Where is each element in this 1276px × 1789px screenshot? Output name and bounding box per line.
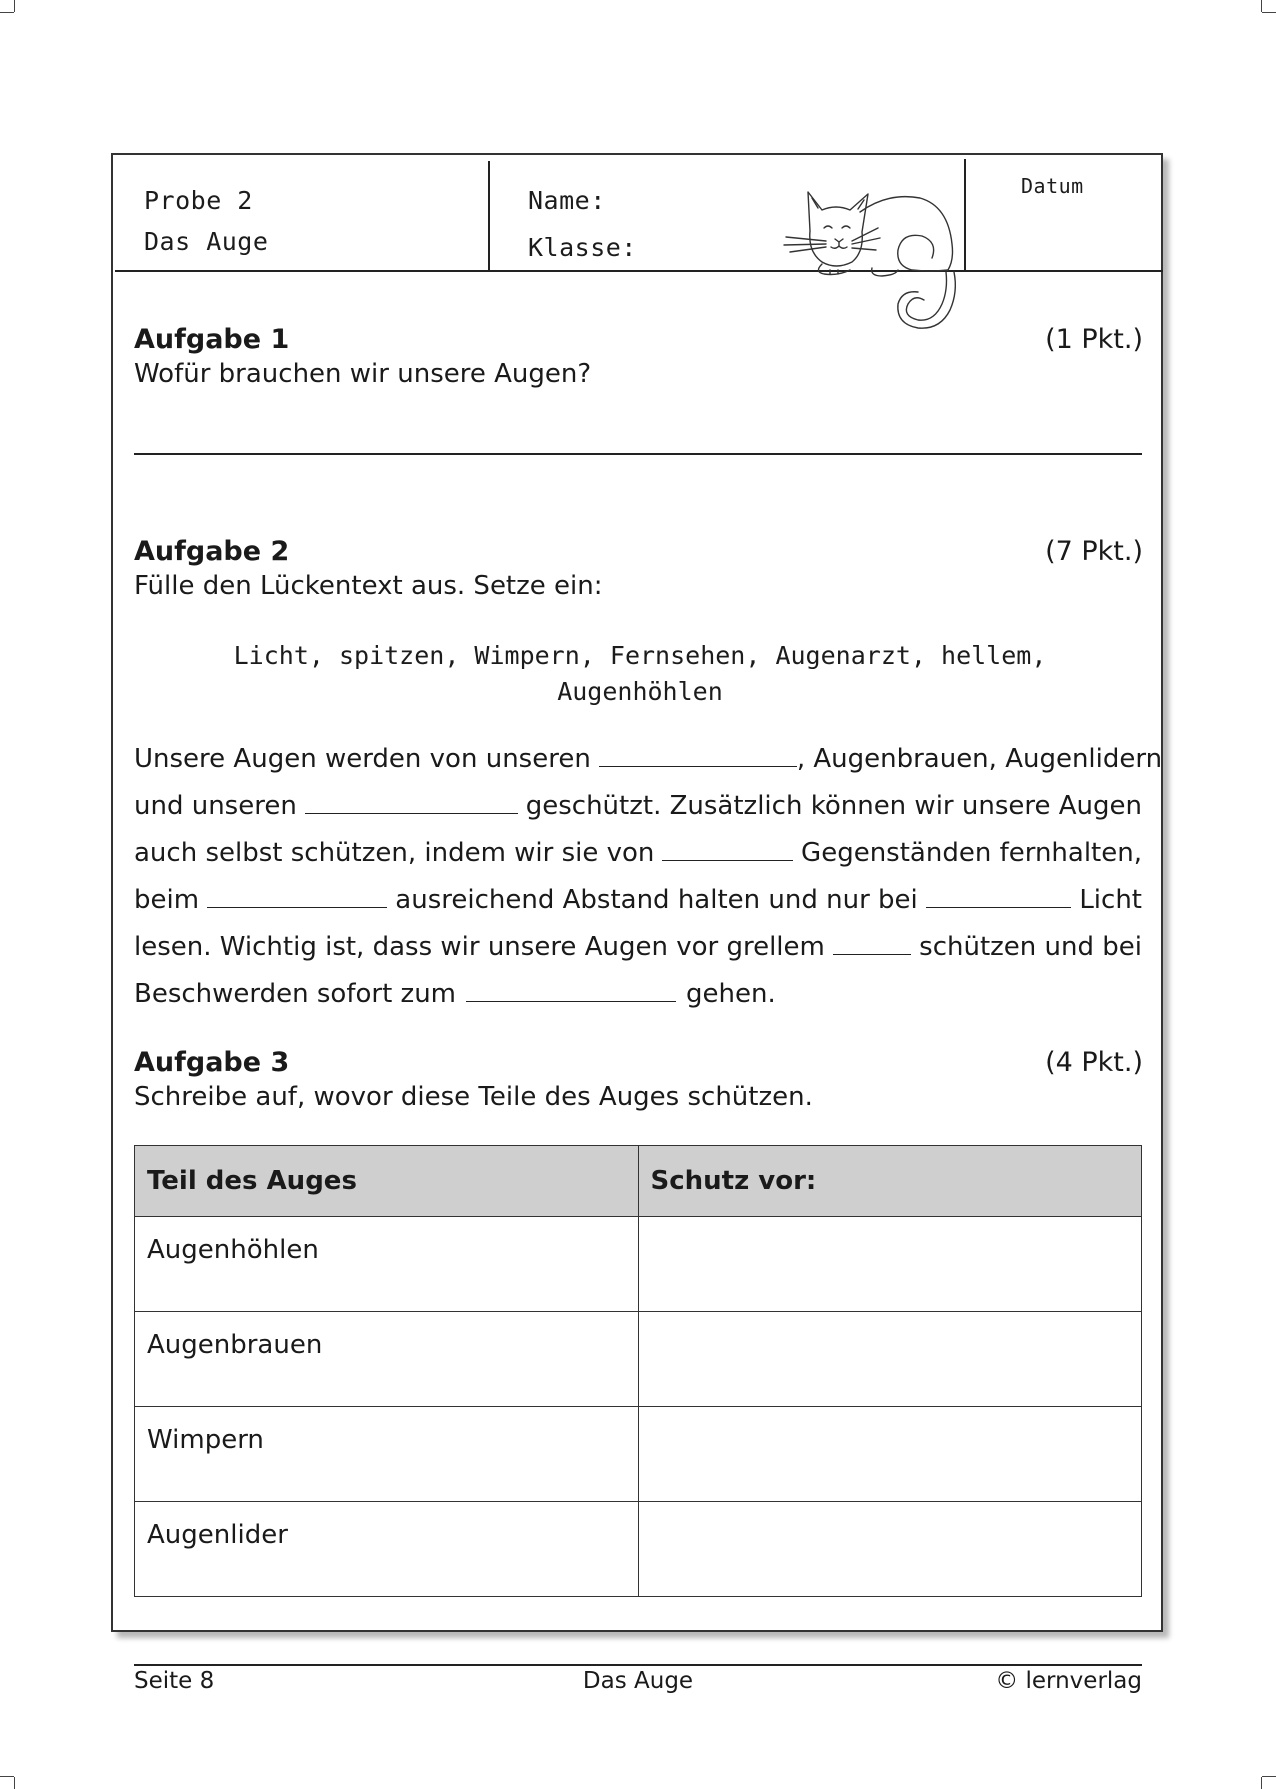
answer-cell[interactable] <box>638 1407 1142 1502</box>
cloze-text-segment: ausreichend Abstand halten und nur bei <box>395 885 918 915</box>
crop-mark <box>1262 1776 1276 1777</box>
column-header-part: Teil des Auges <box>135 1146 639 1217</box>
eye-part-cell: Wimpern <box>135 1407 639 1502</box>
crop-mark <box>1262 12 1276 13</box>
crop-mark <box>14 0 15 12</box>
word-bank <box>140 638 1140 710</box>
crop-mark <box>1261 0 1262 12</box>
cloze-text-segment: und unseren <box>134 791 297 821</box>
column-header-protection: Schutz vor: <box>638 1146 1142 1217</box>
footer-publisher: © lernverlag <box>995 1668 1142 1694</box>
cloze-row <box>134 877 1142 924</box>
task-2-points: (7 Pkt.) <box>1045 536 1143 567</box>
answer-cell[interactable] <box>638 1502 1142 1597</box>
cloze-gap[interactable] <box>466 979 676 1002</box>
cloze-text-segment: geschützt. Zusätzlich können wir unsere Augen <box>525 791 1142 821</box>
crop-mark <box>1261 1777 1262 1789</box>
cloze-row <box>134 830 1142 877</box>
footer-divider <box>134 1664 1142 1666</box>
cloze-gap[interactable] <box>305 791 518 814</box>
cloze-gap[interactable] <box>207 885 387 908</box>
cloze-text-segment: Gegenständen fernhalten, <box>801 838 1142 868</box>
crop-mark <box>0 1776 14 1777</box>
eye-parts-table <box>134 1145 1142 1597</box>
eye-part-cell: Augenbrauen <box>135 1312 639 1407</box>
task-1-question: Wofür brauchen wir unsere Augen? <box>134 359 592 389</box>
cloze-text-segment: Beschwerden sofort zum <box>134 979 457 1009</box>
cloze-gap[interactable] <box>926 885 1072 908</box>
cloze-gap[interactable] <box>833 932 911 955</box>
table-header-row <box>135 1146 1142 1217</box>
cloze-row <box>134 783 1142 830</box>
cloze-text-segment: beim <box>134 885 200 915</box>
cloze-text-segment: , Augenbrauen, Augenlidern <box>796 744 1163 774</box>
klasse-label: Klasse: <box>528 233 637 262</box>
header-separator <box>964 159 966 271</box>
task-1-title: Aufgabe 1 <box>134 324 290 355</box>
cloze-gap[interactable] <box>599 744 797 767</box>
word-bank-line-1: Licht, spitzen, Wimpern, Fernsehen, Augenarzt, hellem, <box>233 641 1047 670</box>
eye-part-cell: Augenlider <box>135 1502 639 1597</box>
cloze-gap[interactable] <box>662 838 793 861</box>
task-2-title: Aufgabe 2 <box>134 536 290 567</box>
cat-illustration <box>780 186 960 332</box>
word-bank-line-2: Augenhöhlen <box>557 677 723 706</box>
task-3-points: (4 Pkt.) <box>1045 1047 1143 1078</box>
cloze-row <box>134 736 1163 783</box>
header-divider <box>115 270 1163 272</box>
cloze-text-segment: Licht <box>1079 885 1142 915</box>
datum-label: Datum <box>1021 174 1084 198</box>
table-row <box>135 1407 1142 1502</box>
task-2-instruction: Fülle den Lückentext aus. Setze ein: <box>134 571 603 601</box>
task-3-title: Aufgabe 3 <box>134 1047 290 1078</box>
cloze-text-segment: lesen. Wichtig ist, dass wir unsere Augen vor grellem <box>134 932 825 962</box>
cloze-text-segment: auch selbst schützen, indem wir sie von <box>134 838 655 868</box>
answer-cell[interactable] <box>638 1312 1142 1407</box>
footer-page-number: Seite 8 <box>134 1668 215 1694</box>
cloze-text <box>134 736 1163 1018</box>
crop-mark <box>14 1777 15 1789</box>
task-1-points: (1 Pkt.) <box>1045 324 1143 355</box>
table-row <box>135 1502 1142 1597</box>
cloze-text-segment: schützen und bei <box>919 932 1142 962</box>
footer-title: Das Auge <box>582 1668 694 1694</box>
cloze-text-segment: Unsere Augen werden von unseren <box>134 744 591 774</box>
header-separator <box>488 161 490 271</box>
task-1-answer-line[interactable] <box>134 453 1142 455</box>
cloze-text-segment: gehen. <box>686 979 776 1009</box>
eye-part-cell: Augenhöhlen <box>135 1217 639 1312</box>
topic-label: Das Auge <box>144 227 269 256</box>
table-row <box>135 1217 1142 1312</box>
name-label: Name: <box>528 186 606 215</box>
task-3-instruction: Schreibe auf, wovor diese Teile des Auges schützen. <box>134 1082 813 1112</box>
probe-label: Probe 2 <box>144 186 253 215</box>
crop-mark <box>0 12 14 13</box>
answer-cell[interactable] <box>638 1217 1142 1312</box>
cloze-row <box>134 971 1142 1018</box>
table-row <box>135 1312 1142 1407</box>
cloze-row <box>134 924 1142 971</box>
